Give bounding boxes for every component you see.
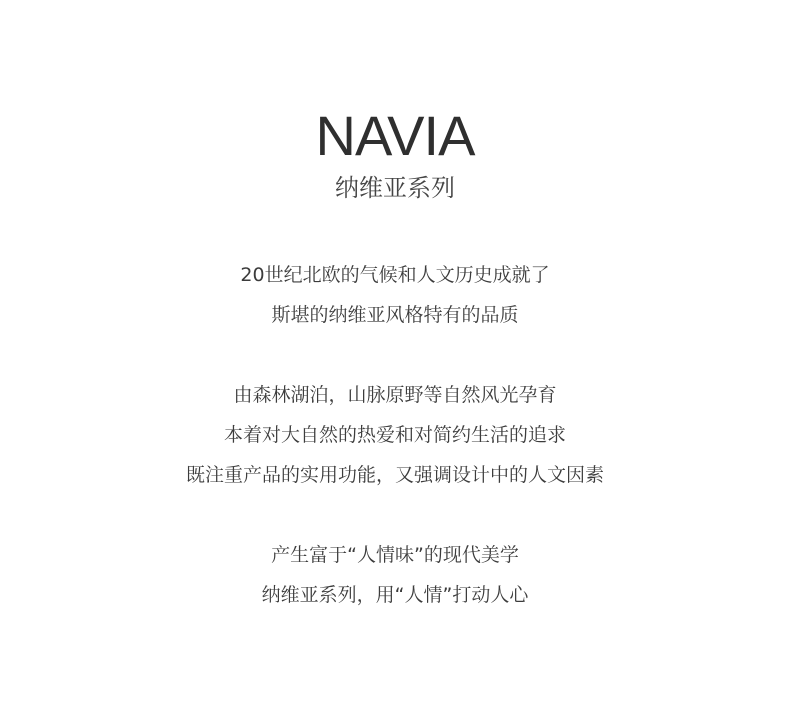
text-line: 既注重产品的实用功能，又强调设计中的人文因素 xyxy=(185,464,604,486)
text-line: 由森林湖泊，山脉原野等自然风光孕育 xyxy=(233,384,557,406)
nature-paragraph xyxy=(0,375,790,495)
text-line: 本着对大自然的热爱和对简约生活的追求 xyxy=(223,424,566,446)
brand-subtitle: 纳维亚系列 xyxy=(335,174,455,202)
text-line: 斯堪的纳维亚风格特有的品质 xyxy=(271,304,519,326)
closing-paragraph xyxy=(0,535,790,615)
text-line: 产生富于“人情味”的现代美学 xyxy=(271,544,519,566)
text-line: 20世纪北欧的气候和人文历史成就了 xyxy=(240,264,550,286)
text-line: 纳维亚系列，用“人情”打动人心 xyxy=(261,584,529,606)
brand-title: NAVIA xyxy=(315,104,475,167)
intro-paragraph xyxy=(0,255,790,335)
